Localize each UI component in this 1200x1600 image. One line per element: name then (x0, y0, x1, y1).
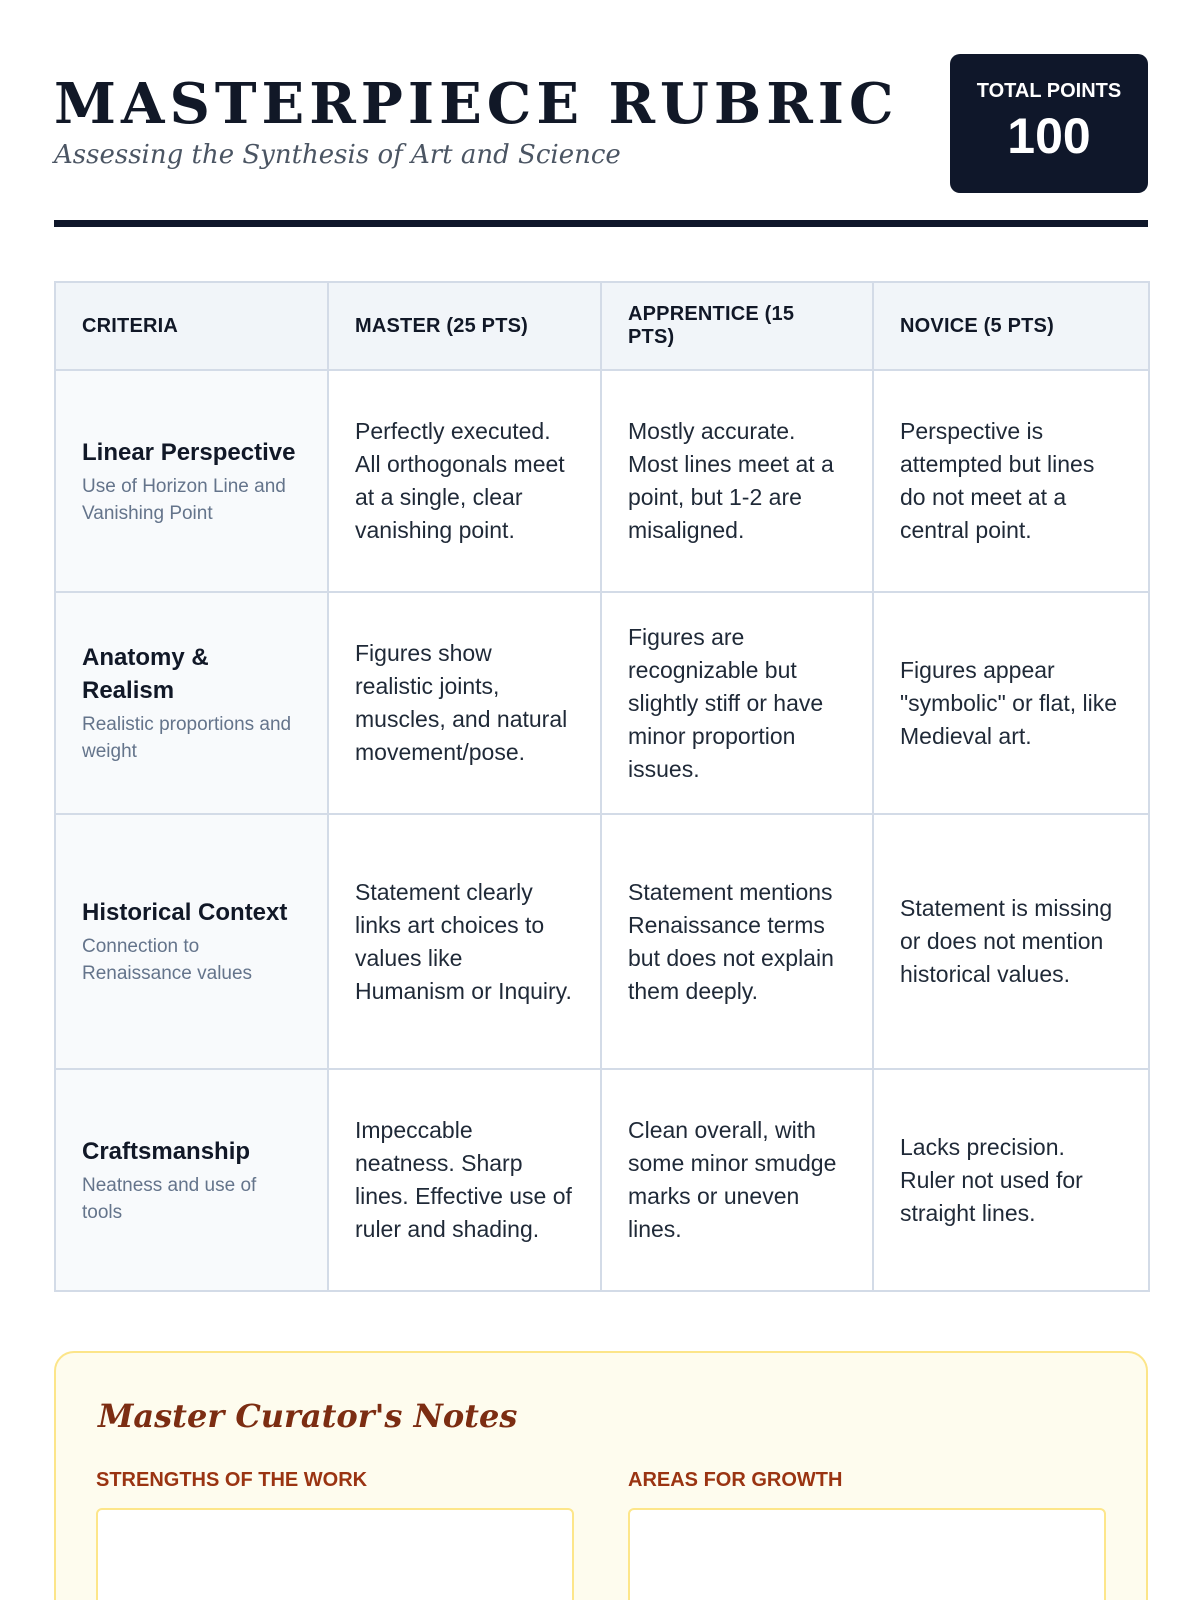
total-points-badge (950, 54, 1148, 193)
criterion-description: Realistic proportions and weight (82, 714, 292, 762)
criterion-name: Anatomy & Realism (82, 644, 209, 704)
table-header-row (55, 282, 1149, 370)
total-points-label: TOTAL POINTS (976, 80, 1122, 102)
table-row (55, 370, 1149, 592)
master-cell: Statement clearly links art choices to values like Humanism or Inquiry. (328, 814, 601, 1069)
table-row (55, 1069, 1149, 1291)
header-criteria: CRITERIA (55, 282, 328, 370)
criterion-name: Historical Context (82, 899, 288, 926)
growth-section (628, 1470, 1106, 1600)
rubric-page (54, 0, 1148, 1600)
criterion-description: Connection to Renaissance values (82, 936, 253, 984)
header-apprentice: APPRENTICE (15 PTS) (601, 282, 873, 370)
header-master: MASTER (25 PTS) (328, 282, 601, 370)
criterion-cell (55, 370, 328, 592)
page-title: MASTERPIECE RUBRIC (54, 71, 899, 137)
header-divider (54, 220, 1148, 227)
header-novice: NOVICE (5 PTS) (873, 282, 1149, 370)
apprentice-cell: Clean overall, with some minor smudge marks or uneven lines. (601, 1069, 873, 1291)
growth-label: AREAS FOR GROWTH (628, 1469, 843, 1491)
curator-notes-title: Master Curator's Notes (98, 1397, 518, 1435)
total-points-value: 100 (1007, 108, 1091, 164)
apprentice-cell: Mostly accurate. Most lines meet at a point, but 1-2 are misaligned. (601, 370, 873, 592)
novice-cell: Statement is missing or does not mention historical values. (873, 814, 1149, 1069)
apprentice-cell: Figures are recognizable but slightly stiff or have minor proportion issues. (601, 592, 873, 814)
table-row (55, 814, 1149, 1069)
criterion-description: Neatness and use of tools (82, 1174, 257, 1223)
criterion-cell (55, 814, 328, 1069)
criterion-name: Linear Perspective (82, 438, 296, 466)
rubric-header (54, 54, 1148, 194)
criterion-name: Craftsmanship (82, 1137, 251, 1165)
strengths-textarea[interactable] (96, 1508, 574, 1600)
novice-cell: Perspective is attempted but lines do not meet at a central point. (873, 370, 1149, 592)
table-row (55, 592, 1149, 814)
criterion-description: Use of Horizon Line and Vanishing Point (82, 475, 286, 524)
master-cell: Impeccable neatness. Sharp lines. Effective use of ruler and shading. (328, 1069, 601, 1291)
master-cell: Perfectly executed. All orthogonals meet at a single, clear vanishing point. (328, 370, 601, 592)
strengths-section (96, 1470, 574, 1600)
criterion-cell (55, 1069, 328, 1291)
curator-notes-panel (54, 1351, 1148, 1600)
rubric-table (54, 281, 1150, 1292)
criterion-cell (55, 592, 328, 814)
strengths-label: STRENGTHS OF THE WORK (96, 1469, 368, 1491)
page-subtitle: Assessing the Synthesis of Art and Science (54, 140, 621, 170)
growth-textarea[interactable] (628, 1508, 1106, 1600)
master-cell: Figures show realistic joints, muscles, and natural movement/pose. (328, 592, 601, 814)
novice-cell: Lacks precision. Ruler not used for straight lines. (873, 1069, 1149, 1291)
apprentice-cell: Statement mentions Renaissance terms but does not explain them deeply. (601, 814, 873, 1069)
novice-cell: Figures appear "symbolic" or flat, like Medieval art. (873, 592, 1149, 814)
